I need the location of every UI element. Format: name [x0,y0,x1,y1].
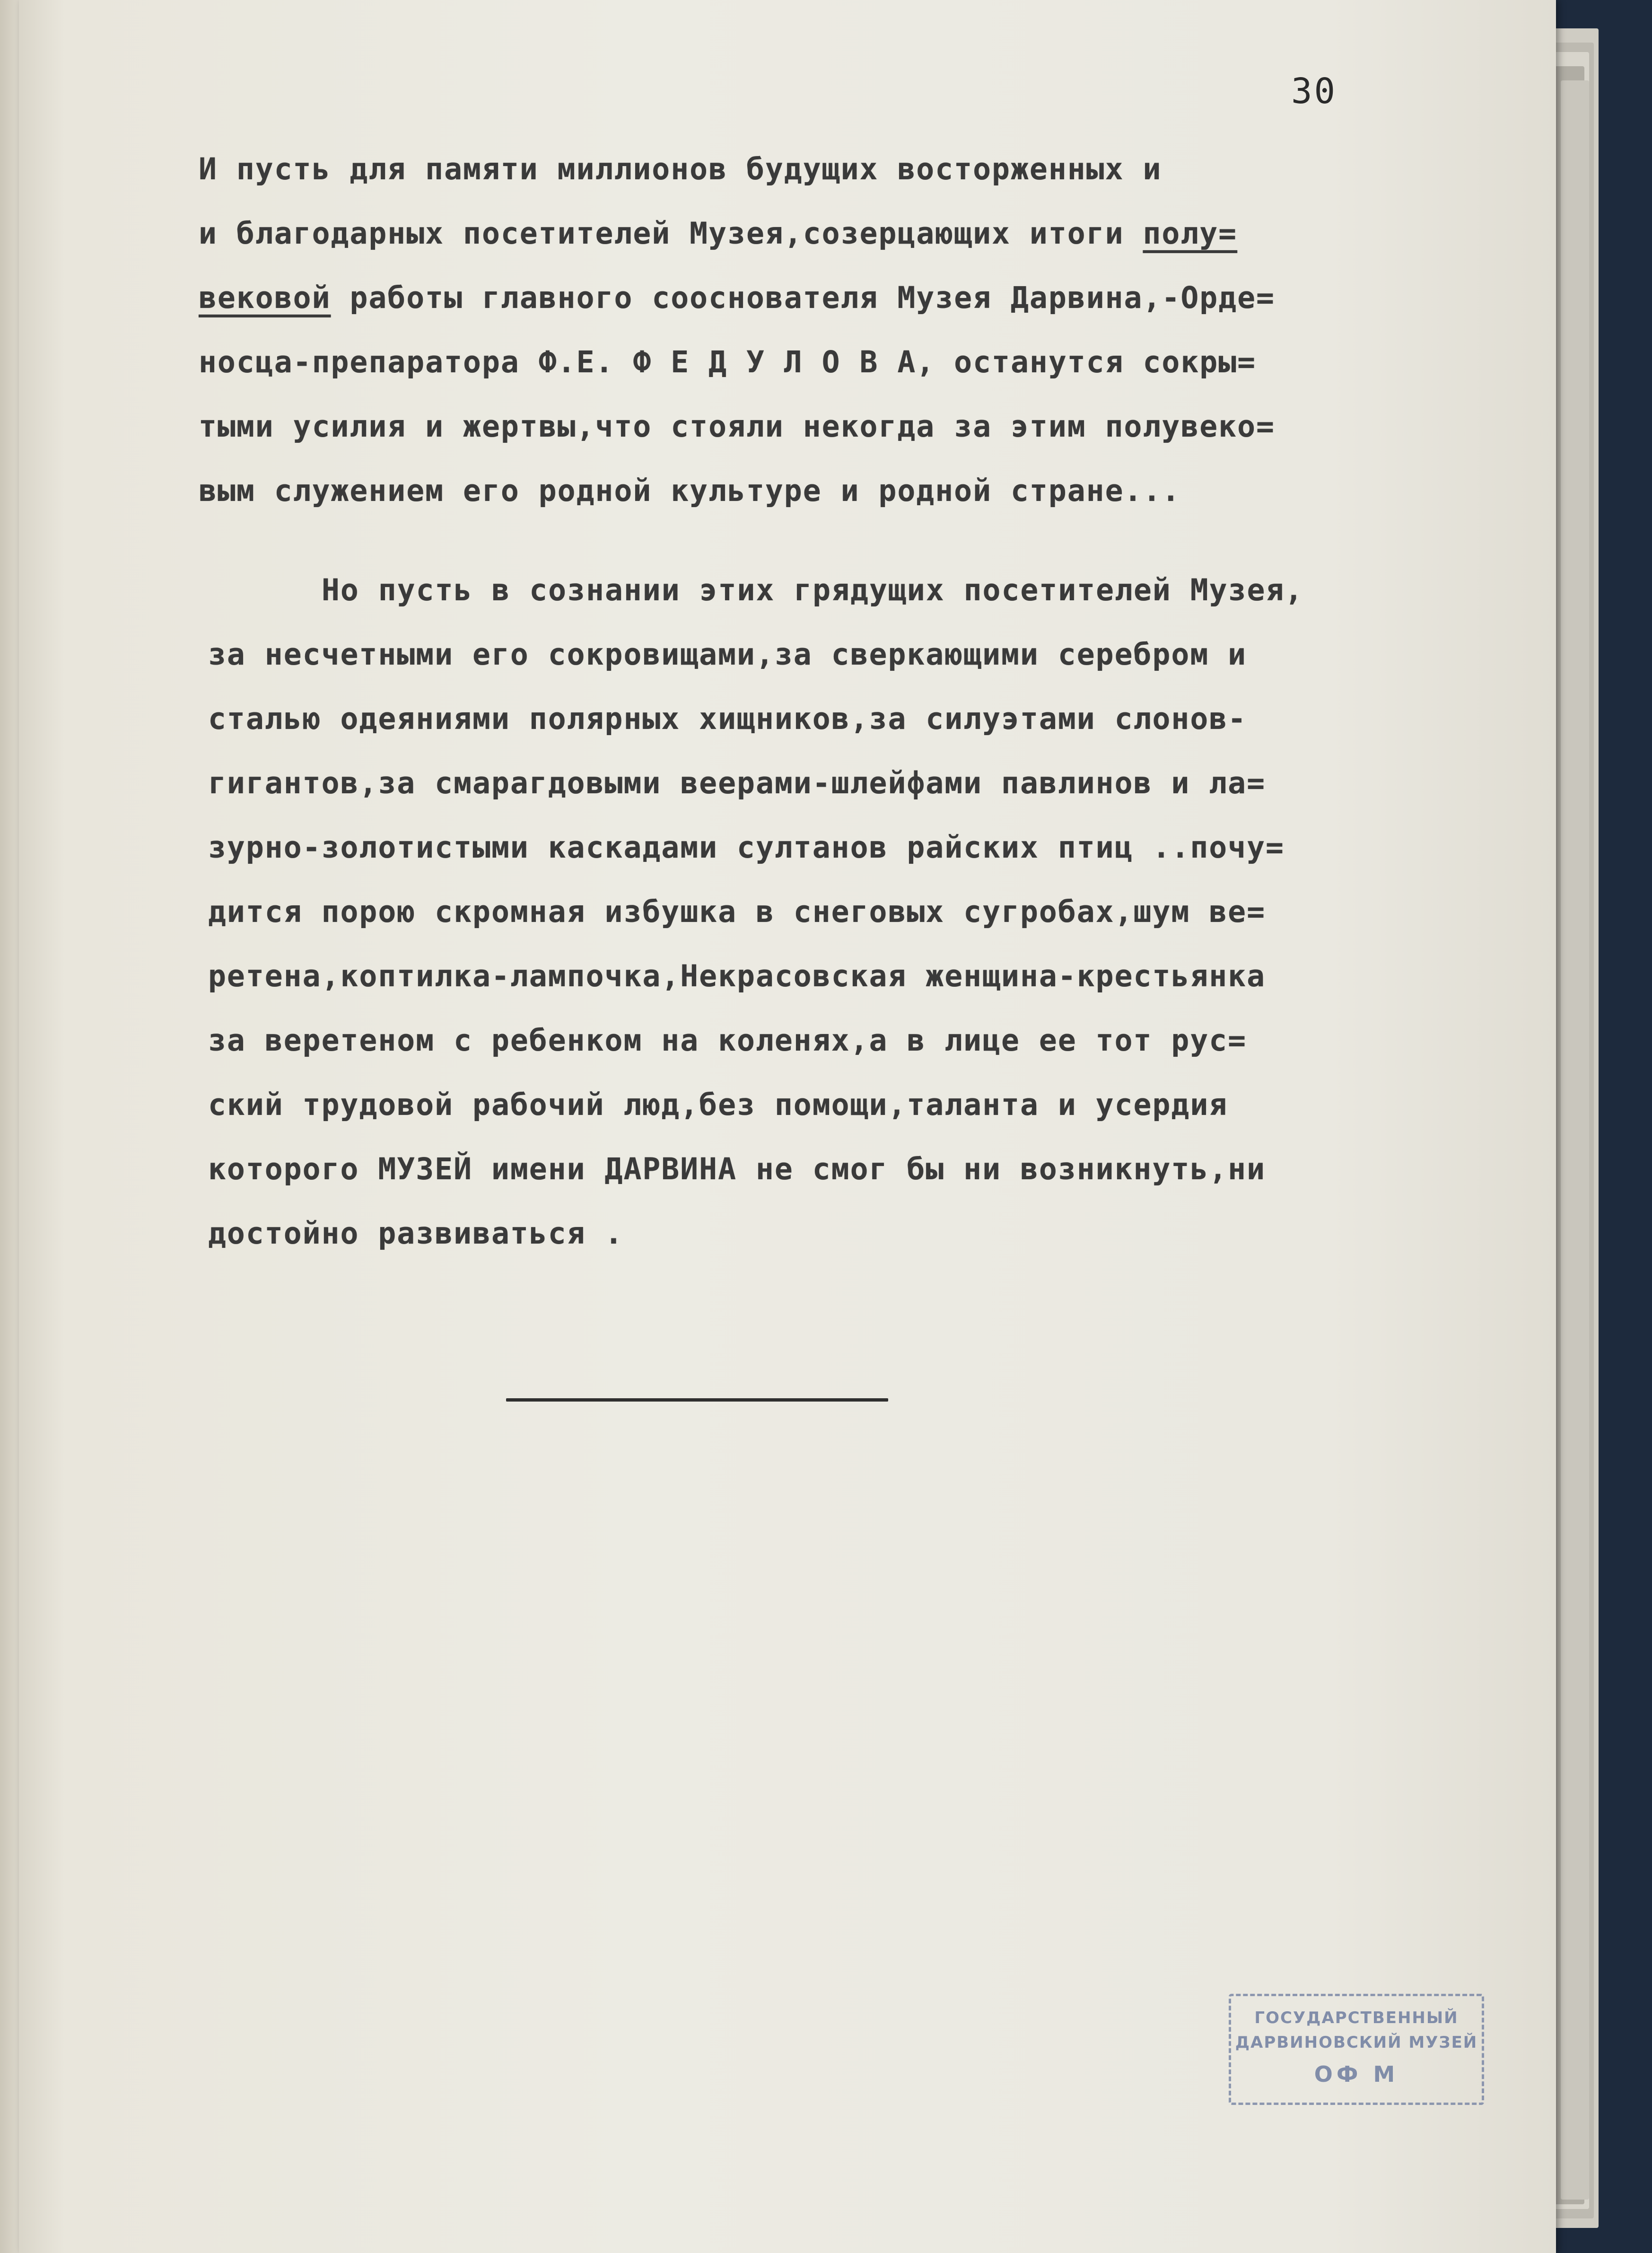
text-line: достойно развиваться . [208,1216,624,1251]
typewritten-page [19,0,1556,2253]
stamp-text: ОФ М [1314,2061,1399,2087]
text-line: зурно-золотистыми каскадами султанов райских птиц ..почу= [208,830,1285,865]
text-line: которого МУЗЕЙ имени ДАРВИНА не смог бы ни возникнуть,ни [208,1152,1266,1186]
text-line: гигантов,за смарагдовыми веерами-шлейфами павлинов и ла= [208,766,1266,800]
horizontal-rule [506,1398,888,1402]
text-line: И пусть для памяти миллионов будущих восторженных и [199,152,1162,186]
text-line: вым служением его родной культуре и родной стране... [199,473,1181,508]
page-stack-edge [1561,80,1589,2200]
text-segment: и благодарных посетителей Музея,созерцающих итоги [199,216,1143,251]
text-line: тыми усилия и жертвы,что стояли некогда за этим полувеко= [199,409,1275,444]
underlined-word: полу= [1143,216,1238,251]
museum-stamp [1229,1994,1484,2105]
text-line: ский трудовой рабочий люд,без помощи,таланта и усердия [208,1087,1228,1122]
text-line: дится порою скромная избушка в снеговых сугробах,шум ве= [208,894,1266,929]
text-line [199,266,1476,330]
text-line: за несчетными его сокровищами,за сверкающими серебром и [208,637,1247,672]
text-line: ретена,коптилка-лампочка,Некрасовская женщина-крестьянка [208,959,1266,993]
paragraph-1 [199,137,1476,523]
text-line: сталью одеяниями полярных хищников,за силуэтами слонов- [208,701,1247,736]
text-line: носца-препаратора Ф.Е. Ф Е Д У Л О В А, останутся сокры= [199,345,1257,379]
page-number: 30 [1291,71,1337,112]
stamp-text: ГОСУДАРСТВЕННЫЙ [1254,2008,1459,2027]
underlined-word: вековой [199,281,331,315]
text-line [199,202,1476,266]
paragraph-2 [208,558,1485,1266]
text-line: Но пусть в сознании этих грядущих посетителей Музея, [322,573,1304,607]
stamp-text: ДАРВИНОВСКИЙ МУЗЕЙ [1235,2033,1478,2052]
text-segment: работы главного сооснователя Музея Дарвина,-Орде= [350,281,1275,315]
text-line: за веретеном с ребенком на коленях,а в лице ее тот рус= [208,1023,1247,1058]
